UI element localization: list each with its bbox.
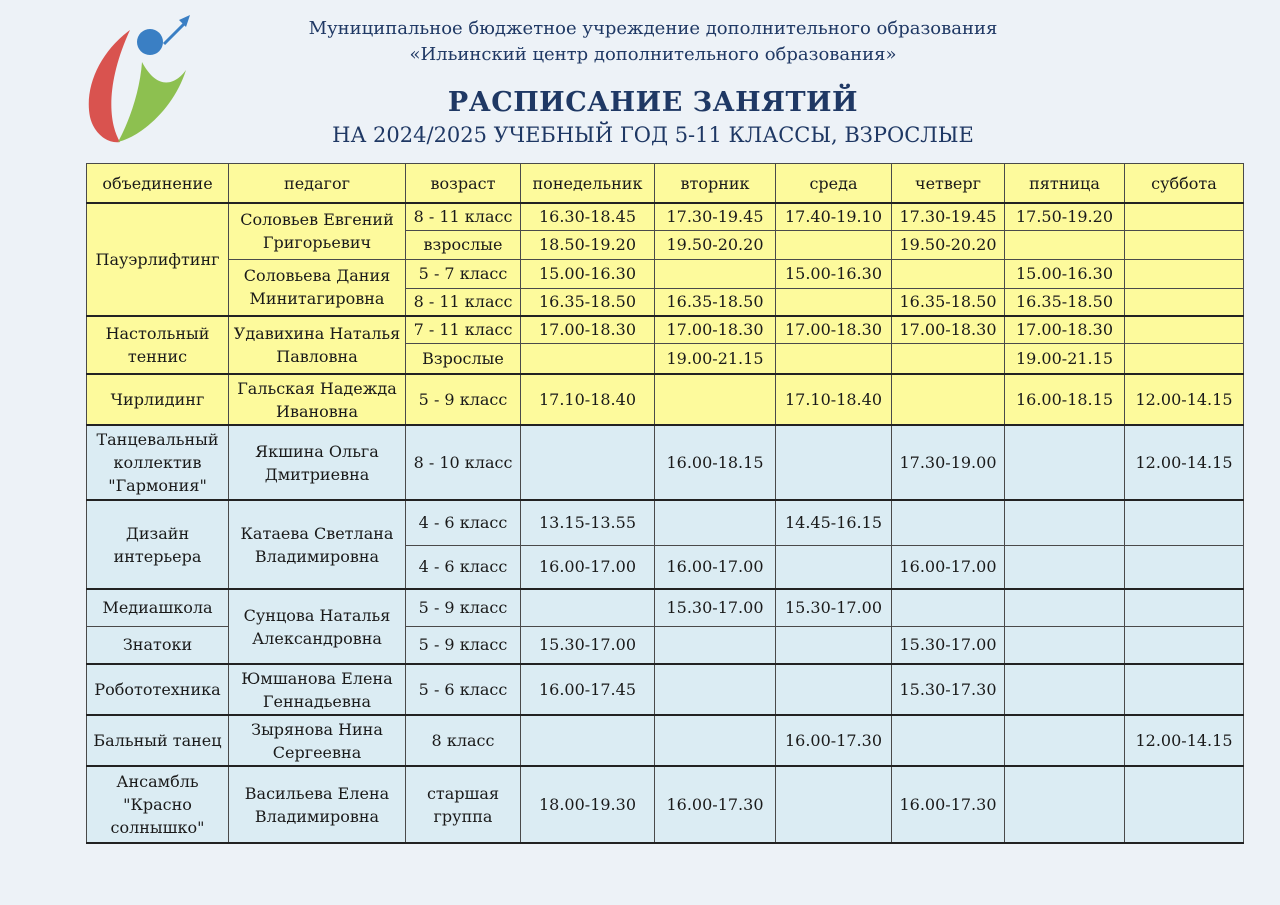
age-cell: 5 - 9 класс (406, 626, 521, 664)
time-cell (892, 343, 1005, 374)
column-header: педагог (229, 164, 406, 204)
time-cell: 17.50-19.20 (1005, 203, 1125, 230)
age-cell: 8 - 10 класс (406, 425, 521, 500)
time-cell (1125, 545, 1244, 589)
time-cell: 17.10-18.40 (776, 374, 892, 425)
age-cell: старшая группа (406, 766, 521, 843)
center-logo (82, 12, 200, 146)
teacher-cell: Юмшанова Елена Геннадьевна (229, 664, 406, 715)
time-cell (892, 259, 1005, 288)
time-cell: 16.35-18.50 (892, 288, 1005, 316)
time-cell (655, 715, 776, 766)
time-cell: 18.00-19.30 (521, 766, 655, 843)
table-row (87, 425, 1244, 500)
table-row (87, 259, 1244, 288)
time-cell (776, 626, 892, 664)
teacher-cell: Гальская Надежда Ивановна (229, 374, 406, 425)
time-cell (655, 259, 776, 288)
time-cell (1005, 545, 1125, 589)
time-cell: 17.30-19.00 (892, 425, 1005, 500)
time-cell (1125, 626, 1244, 664)
group-name-cell: Пауэрлифтинг (87, 203, 229, 316)
time-cell: 19.50-20.20 (892, 230, 1005, 259)
time-cell: 16.30-18.45 (521, 203, 655, 230)
time-cell (892, 500, 1005, 545)
age-cell: 4 - 6 класс (406, 545, 521, 589)
time-cell (655, 500, 776, 545)
page-title: РАСПИСАНИЕ ЗАНЯТИЙ (447, 87, 859, 118)
column-header: среда (776, 164, 892, 204)
table-header-row (87, 164, 1244, 204)
column-header: вторник (655, 164, 776, 204)
time-cell (655, 626, 776, 664)
age-cell: 5 - 9 класс (406, 589, 521, 626)
teacher-cell: Удавихина Наталья Павловна (229, 316, 406, 374)
table-row (87, 500, 1244, 545)
time-cell (655, 374, 776, 425)
time-cell (1005, 715, 1125, 766)
time-cell (1125, 259, 1244, 288)
time-cell (776, 664, 892, 715)
time-cell (1125, 230, 1244, 259)
age-cell: Взрослые (406, 343, 521, 374)
time-cell (892, 589, 1005, 626)
group-name-cell: Знатоки (87, 626, 229, 664)
group-name-cell: Чирлидинг (87, 374, 229, 425)
time-cell (521, 715, 655, 766)
time-cell (776, 288, 892, 316)
time-cell (776, 343, 892, 374)
time-cell: 17.00-18.30 (521, 316, 655, 343)
age-cell: 7 - 11 класс (406, 316, 521, 343)
time-cell: 15.30-17.00 (521, 626, 655, 664)
time-cell: 15.00-16.30 (1005, 259, 1125, 288)
time-cell: 17.30-19.45 (892, 203, 1005, 230)
time-cell (1125, 316, 1244, 343)
group-name-cell: Настольный теннис (87, 316, 229, 374)
time-cell: 17.00-18.30 (776, 316, 892, 343)
group-name-cell: Танцевальный коллектив "Гармония" (87, 425, 229, 500)
time-cell: 18.50-19.20 (521, 230, 655, 259)
teacher-cell: Якшина Ольга Дмитриевна (229, 425, 406, 500)
time-cell: 16.35-18.50 (521, 288, 655, 316)
time-cell: 13.15-13.55 (521, 500, 655, 545)
age-cell: 5 - 7 класс (406, 259, 521, 288)
time-cell: 12.00-14.15 (1125, 715, 1244, 766)
teacher-cell: Соловьев Евгений Григорьевич (229, 203, 406, 259)
time-cell (1005, 425, 1125, 500)
column-header: пятница (1005, 164, 1125, 204)
time-cell: 16.00-17.00 (892, 545, 1005, 589)
time-cell: 17.40-19.10 (776, 203, 892, 230)
page-subtitle: НА 2024/2025 УЧЕБНЫЙ ГОД 5-11 КЛАССЫ, ВЗРОСЛЫЕ (332, 123, 974, 147)
teacher-cell: Васильева Елена Владимировна (229, 766, 406, 843)
time-cell (1005, 626, 1125, 664)
column-header: понедельник (521, 164, 655, 204)
group-name-cell: Дизайн интерьера (87, 500, 229, 589)
teacher-cell: Сунцова Наталья Александровна (229, 589, 406, 664)
time-cell: 16.35-18.50 (655, 288, 776, 316)
table-row (87, 664, 1244, 715)
time-cell (1125, 664, 1244, 715)
group-name-cell: Ансамбль "Красно солнышко" (87, 766, 229, 843)
column-header: объединение (87, 164, 229, 204)
time-cell (892, 715, 1005, 766)
teacher-cell: Катаева Светлана Владимировна (229, 500, 406, 589)
organization-line-1: Муниципальное бюджетное учреждение дополнительного образования (308, 18, 998, 39)
time-cell (1005, 589, 1125, 626)
time-cell: 15.30-17.00 (892, 626, 1005, 664)
time-cell: 15.30-17.00 (655, 589, 776, 626)
time-cell (1125, 500, 1244, 545)
time-cell (521, 425, 655, 500)
time-cell: 17.10-18.40 (521, 374, 655, 425)
time-cell (1125, 203, 1244, 230)
table-row (87, 715, 1244, 766)
time-cell (521, 343, 655, 374)
age-cell: 4 - 6 класс (406, 500, 521, 545)
time-cell (1125, 766, 1244, 843)
table-row (87, 374, 1244, 425)
time-cell: 15.00-16.30 (521, 259, 655, 288)
time-cell (776, 425, 892, 500)
age-cell: 8 класс (406, 715, 521, 766)
time-cell (655, 664, 776, 715)
time-cell: 16.00-17.45 (521, 664, 655, 715)
time-cell: 19.00-21.15 (1005, 343, 1125, 374)
time-cell: 17.30-19.45 (655, 203, 776, 230)
time-cell: 15.30-17.30 (892, 664, 1005, 715)
teacher-cell: Соловьева Дания Минитагировна (229, 259, 406, 316)
table-row (87, 316, 1244, 343)
age-cell: взрослые (406, 230, 521, 259)
time-cell (1125, 288, 1244, 316)
time-cell: 19.50-20.20 (655, 230, 776, 259)
table-row (87, 203, 1244, 230)
teacher-cell: Зырянова Нина Сергеевна (229, 715, 406, 766)
time-cell: 16.00-17.30 (655, 766, 776, 843)
age-cell: 5 - 6 класс (406, 664, 521, 715)
time-cell: 16.00-17.30 (892, 766, 1005, 843)
time-cell: 17.00-18.30 (892, 316, 1005, 343)
time-cell: 16.35-18.50 (1005, 288, 1125, 316)
time-cell (1005, 664, 1125, 715)
time-cell (1005, 766, 1125, 843)
time-cell (1005, 500, 1125, 545)
time-cell: 16.00-18.15 (1005, 374, 1125, 425)
time-cell: 15.30-17.00 (776, 589, 892, 626)
time-cell: 16.00-18.15 (655, 425, 776, 500)
time-cell (1005, 230, 1125, 259)
time-cell (776, 545, 892, 589)
time-cell: 17.00-18.30 (1005, 316, 1125, 343)
time-cell (776, 766, 892, 843)
group-name-cell: Медиашкола (87, 589, 229, 626)
time-cell: 17.00-18.30 (655, 316, 776, 343)
organization-line-2: «Ильинский центр дополнительного образования» (409, 44, 897, 65)
column-header: суббота (1125, 164, 1244, 204)
time-cell: 16.00-17.00 (521, 545, 655, 589)
group-name-cell: Бальный танец (87, 715, 229, 766)
time-cell: 19.00-21.15 (655, 343, 776, 374)
column-header: возраст (406, 164, 521, 204)
age-cell: 8 - 11 класс (406, 203, 521, 230)
age-cell: 8 - 11 класс (406, 288, 521, 316)
time-cell (1125, 589, 1244, 626)
schedule-table (86, 163, 1244, 844)
time-cell (1125, 343, 1244, 374)
table-row (87, 766, 1244, 843)
time-cell: 12.00-14.15 (1125, 374, 1244, 425)
time-cell (776, 230, 892, 259)
age-cell: 5 - 9 класс (406, 374, 521, 425)
group-name-cell: Робототехника (87, 664, 229, 715)
table-row (87, 589, 1244, 626)
time-cell: 16.00-17.00 (655, 545, 776, 589)
time-cell: 14.45-16.15 (776, 500, 892, 545)
time-cell: 16.00-17.30 (776, 715, 892, 766)
time-cell (892, 374, 1005, 425)
column-header: четверг (892, 164, 1005, 204)
time-cell: 12.00-14.15 (1125, 425, 1244, 500)
time-cell (521, 589, 655, 626)
time-cell: 15.00-16.30 (776, 259, 892, 288)
